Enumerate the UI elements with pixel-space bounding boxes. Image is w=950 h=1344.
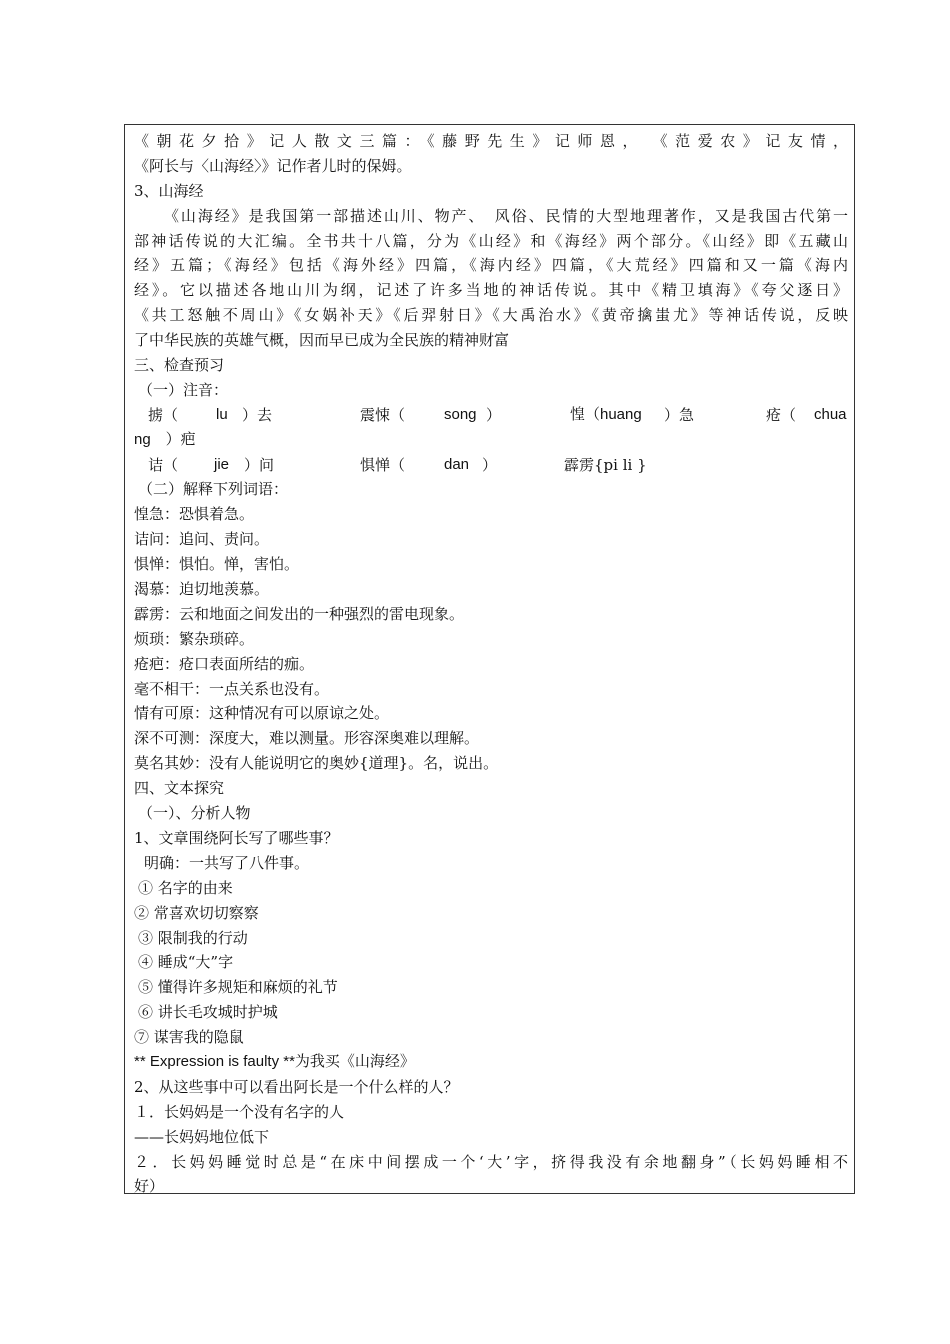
term-definition: 疮疤：疮口表面所结的痂。 <box>134 654 315 673</box>
pinyin-word: 惧惮（ <box>360 455 406 474</box>
term-definition: 诘问：追问、责问。 <box>134 530 270 549</box>
term-definition: 莫名其妙：没有人能说明它的奥妙{道理}。名，说出。 <box>134 754 499 773</box>
paragraph-line: 经》。它以描述各地山川为纲，记述了许多当地的神话传说。其中《精卫填海》《夸父逐日》 <box>134 281 848 300</box>
answer-point: １．长妈妈是一个没有名字的人 <box>134 1102 345 1121</box>
event-item: ③ 限制我的行动 <box>138 928 248 947</box>
pinyin-word: 震悚（ <box>360 405 406 424</box>
pinyin-text: jie <box>214 455 230 473</box>
term-definition: 毫不相干：一点关系也没有。 <box>134 679 330 698</box>
event-item: ⑦ 谋害我的隐鼠 <box>134 1028 244 1047</box>
answer: 明确：一共写了八件事。 <box>144 853 310 872</box>
sub-heading: （一）注音： <box>138 380 229 399</box>
pinyin-word: 掳（ <box>148 405 179 424</box>
pinyin-close: ）去 <box>242 405 273 424</box>
pinyin-row-continued: ng ）疤 <box>134 430 196 448</box>
pinyin-word: 疮（ <box>766 405 797 424</box>
pinyin-text: dan <box>444 455 470 473</box>
sub-heading: （一）、分析人物 <box>138 804 251 823</box>
question: 1、文章围绕阿长写了哪些事？ <box>134 828 339 847</box>
pinyin-close: ） <box>482 455 498 474</box>
answer-point-note: ——长妈妈地位低下 <box>134 1127 270 1146</box>
pinyin-word: 霹雳{pi li } <box>564 455 647 474</box>
section-heading: 三、检查预习 <box>134 356 225 375</box>
paragraph-line: 经》五篇；《海经》包括《海外经》四篇，《海内经》四篇，《大荒经》四篇和又一篇《海内 <box>134 256 848 275</box>
pinyin-text: song <box>444 405 477 423</box>
sub-heading: （二）解释下列词语： <box>138 480 289 499</box>
pinyin-word: 诘（ <box>148 455 179 474</box>
intro-line: 《阿长与〈山海经〉》记作者儿时的保姆。 <box>134 156 412 175</box>
term-definition: 烦琐：繁杂琐碎。 <box>134 629 255 648</box>
term-definition: 深不可测：深度大，难以测量。形容深奥难以理解。 <box>134 729 480 748</box>
term-definition: 惶急：恐惧着急。 <box>134 505 255 524</box>
pinyin-text: chua <box>814 405 847 423</box>
pinyin-close: ） <box>486 405 502 424</box>
answer-point: 好） <box>134 1177 165 1196</box>
event-item: ④ 睡成“大”字 <box>138 953 234 972</box>
question: 2、从这些事中可以看出阿长是一个什么样的人？ <box>134 1077 459 1096</box>
paragraph-line: 《共工怒触不周山》《女娲补天》《后羿射日》《大禹治水》《黄帝擒蚩尤》等神话传说，反映 <box>134 306 848 325</box>
term-definition: 渴慕：迫切地羡慕。 <box>134 580 270 599</box>
document-body <box>134 129 848 1199</box>
pinyin-word: 惶（huang <box>570 405 642 423</box>
pinyin-close: ）问 <box>244 455 275 474</box>
section-heading: 3、山海经 <box>134 181 204 200</box>
pinyin-row <box>134 403 848 428</box>
section-heading: 四、文本探究 <box>134 779 225 798</box>
term-definition: 霹雳：云和地面之间发出的一种强烈的雷电现象。 <box>134 604 465 623</box>
pinyin-close: ）急 <box>664 405 695 424</box>
pinyin-row <box>134 453 848 478</box>
event-item: ② 常喜欢切切察察 <box>134 903 259 922</box>
answer-point: ２．长妈妈睡觉时总是“在床中间摆成一个‘大’字，挤得我没有余地翻身”（长妈妈睡相不 <box>134 1152 848 1171</box>
event-item: ⑥ 讲长毛攻城时护城 <box>138 1003 278 1022</box>
error-field-line: ** Expression is faulty **为我买《山海经》 <box>134 1052 415 1070</box>
paragraph-line: 了中华民族的英雄气概，因而早已成为全民族的精神财富 <box>134 331 510 350</box>
paragraph-line: 部神话传说的大汇编。全书共十八篇，分为《山经》和《海经》两个部分。《山经》即《五藏山 <box>134 231 848 250</box>
event-item: ⑤ 懂得许多规矩和麻烦的礼节 <box>138 978 338 997</box>
paragraph-line: 《山海经》是我国第一部描述山川、物产、 风俗、民情的大型地理著作，又是我国古代第一 <box>164 206 848 225</box>
intro-line: 《朝花夕拾》记人散文三篇：《藤野先生》记师恩， 《范爱农》记友情， <box>134 132 848 150</box>
event-item: ① 名字的由来 <box>138 878 233 897</box>
pinyin-text: lu <box>216 405 228 423</box>
term-definition: 惧惮：惧怕。惮，害怕。 <box>134 555 300 574</box>
term-definition: 情有可原：这种情况有可以原谅之处。 <box>134 704 390 723</box>
